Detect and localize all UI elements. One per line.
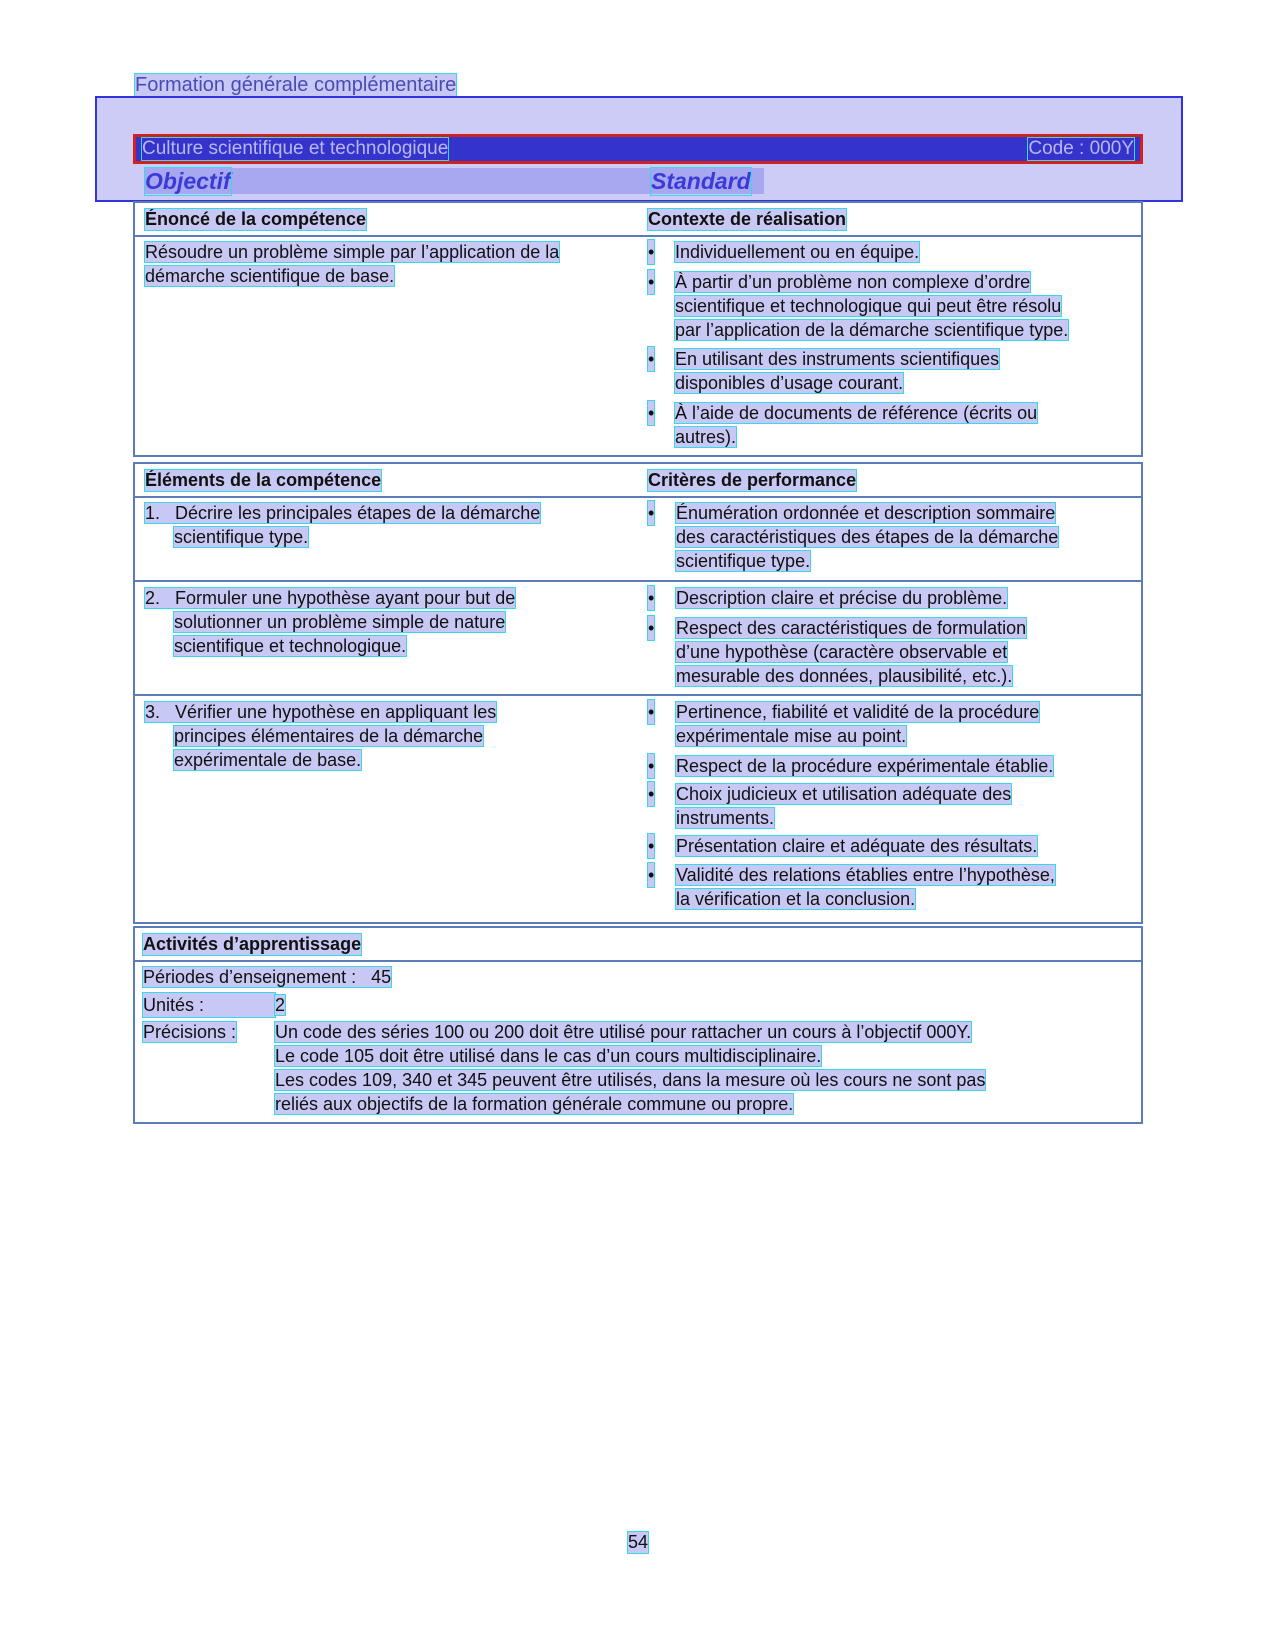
page-number: 54 (628, 1532, 649, 1552)
course-code: Code : 000Y (1028, 138, 1134, 159)
element-row-1: 1. Décrire les principales étapes de la démarche scientifique type. (145, 503, 541, 547)
bullet-icon: • (648, 272, 655, 292)
critere-item: Énumération ordonnée et description sommaire des caractéristiques des étapes de la démarche scientifique type. (676, 503, 1059, 571)
element-row-3: 3. Vérifier une hypothèse en appliquant les principes élémentaires de la démarche expérimentale de base. (145, 702, 497, 770)
standard-label: Standard (651, 168, 751, 194)
bullet-icon: • (648, 865, 655, 885)
objectif-label: Objectif (145, 168, 231, 194)
bullet-icon: • (648, 503, 655, 523)
bullet-icon: • (648, 836, 655, 856)
critere-item: Description claire et précise du problème. (676, 588, 1008, 608)
critere-item: Respect des caractéristiques de formulation d’une hypothèse (caractère observable et mesurable des données, plausibilité, etc.). (676, 618, 1027, 686)
bullet-icon: • (648, 756, 655, 776)
unites-row: Unités : 2 (143, 995, 286, 1015)
periodes-row: Périodes d’enseignement : 45 (143, 967, 392, 987)
enonce-text: Résoudre un problème simple par l’application de la démarche scientifique de base. (145, 242, 560, 286)
contexte-item: En utilisant des instruments scientifiques disponibles d’usage courant. (675, 349, 1000, 393)
contexte-item: À l’aide de documents de référence (écrits ou autres). (675, 403, 1038, 447)
elements-header-right: Critères de performance (648, 470, 857, 490)
bullet-icon: • (648, 242, 655, 262)
bullet-icon: • (648, 784, 655, 804)
activites-header (135, 928, 1141, 962)
course-name: Culture scientifique et technologique (142, 138, 449, 159)
elements-box (133, 462, 1143, 924)
bullet-icon: • (648, 349, 655, 369)
row-separator (135, 694, 1141, 696)
course-bar (133, 134, 1143, 164)
enonce-box (133, 201, 1143, 457)
critere-item: Respect de la procédure expérimentale établie. (676, 756, 1054, 776)
bullet-icon: • (648, 588, 655, 608)
elements-header-left: Éléments de la compétence (145, 470, 382, 490)
precisions-text: Un code des séries 100 ou 200 doit être utilisé pour rattacher un cours à l’objectif 000Y. Le code 105 doit être utilisé dans le cas d’un cours multidisciplinaire. Les codes 109, 340 et 345 peuvent être utilisés, dans la mesure où les cours ne sont pas reliés aux objectifs de la formation générale commune ou propre. (275, 1022, 986, 1114)
critere-item: Pertinence, fiabilité et validité de la procédure expérimentale mise au point. (676, 702, 1040, 746)
precisions-label: Précisions : (143, 1022, 237, 1042)
row-separator (135, 580, 1141, 582)
elements-header (135, 464, 1141, 498)
enonce-header (135, 203, 1141, 237)
critere-item: Présentation claire et adéquate des résultats. (676, 836, 1038, 856)
contexte-item: À partir d’un problème non complexe d’ordre scientifique et technologique qui peut être résolu par l’application de la démarche scientifique type. (675, 272, 1069, 340)
enonce-header-left: Énoncé de la compétence (145, 209, 367, 229)
element-row-2: 2. Formuler une hypothèse ayant pour but de solutionner un problème simple de nature scientifique et technologique. (145, 588, 516, 656)
section-title: Formation générale complémentaire (135, 74, 457, 96)
bullet-icon: • (648, 618, 655, 638)
activites-header-label: Activités d’apprentissage (143, 934, 362, 954)
bullet-icon: • (648, 702, 655, 722)
activites-box (133, 926, 1143, 1124)
critere-item: Choix judicieux et utilisation adéquate des instruments. (676, 784, 1012, 828)
critere-item: Validité des relations établies entre l’hypothèse, la vérification et la conclusion. (676, 865, 1055, 909)
enonce-header-right: Contexte de réalisation (648, 209, 847, 229)
bullet-icon: • (648, 403, 655, 423)
contexte-item: Individuellement ou en équipe. (675, 242, 920, 262)
